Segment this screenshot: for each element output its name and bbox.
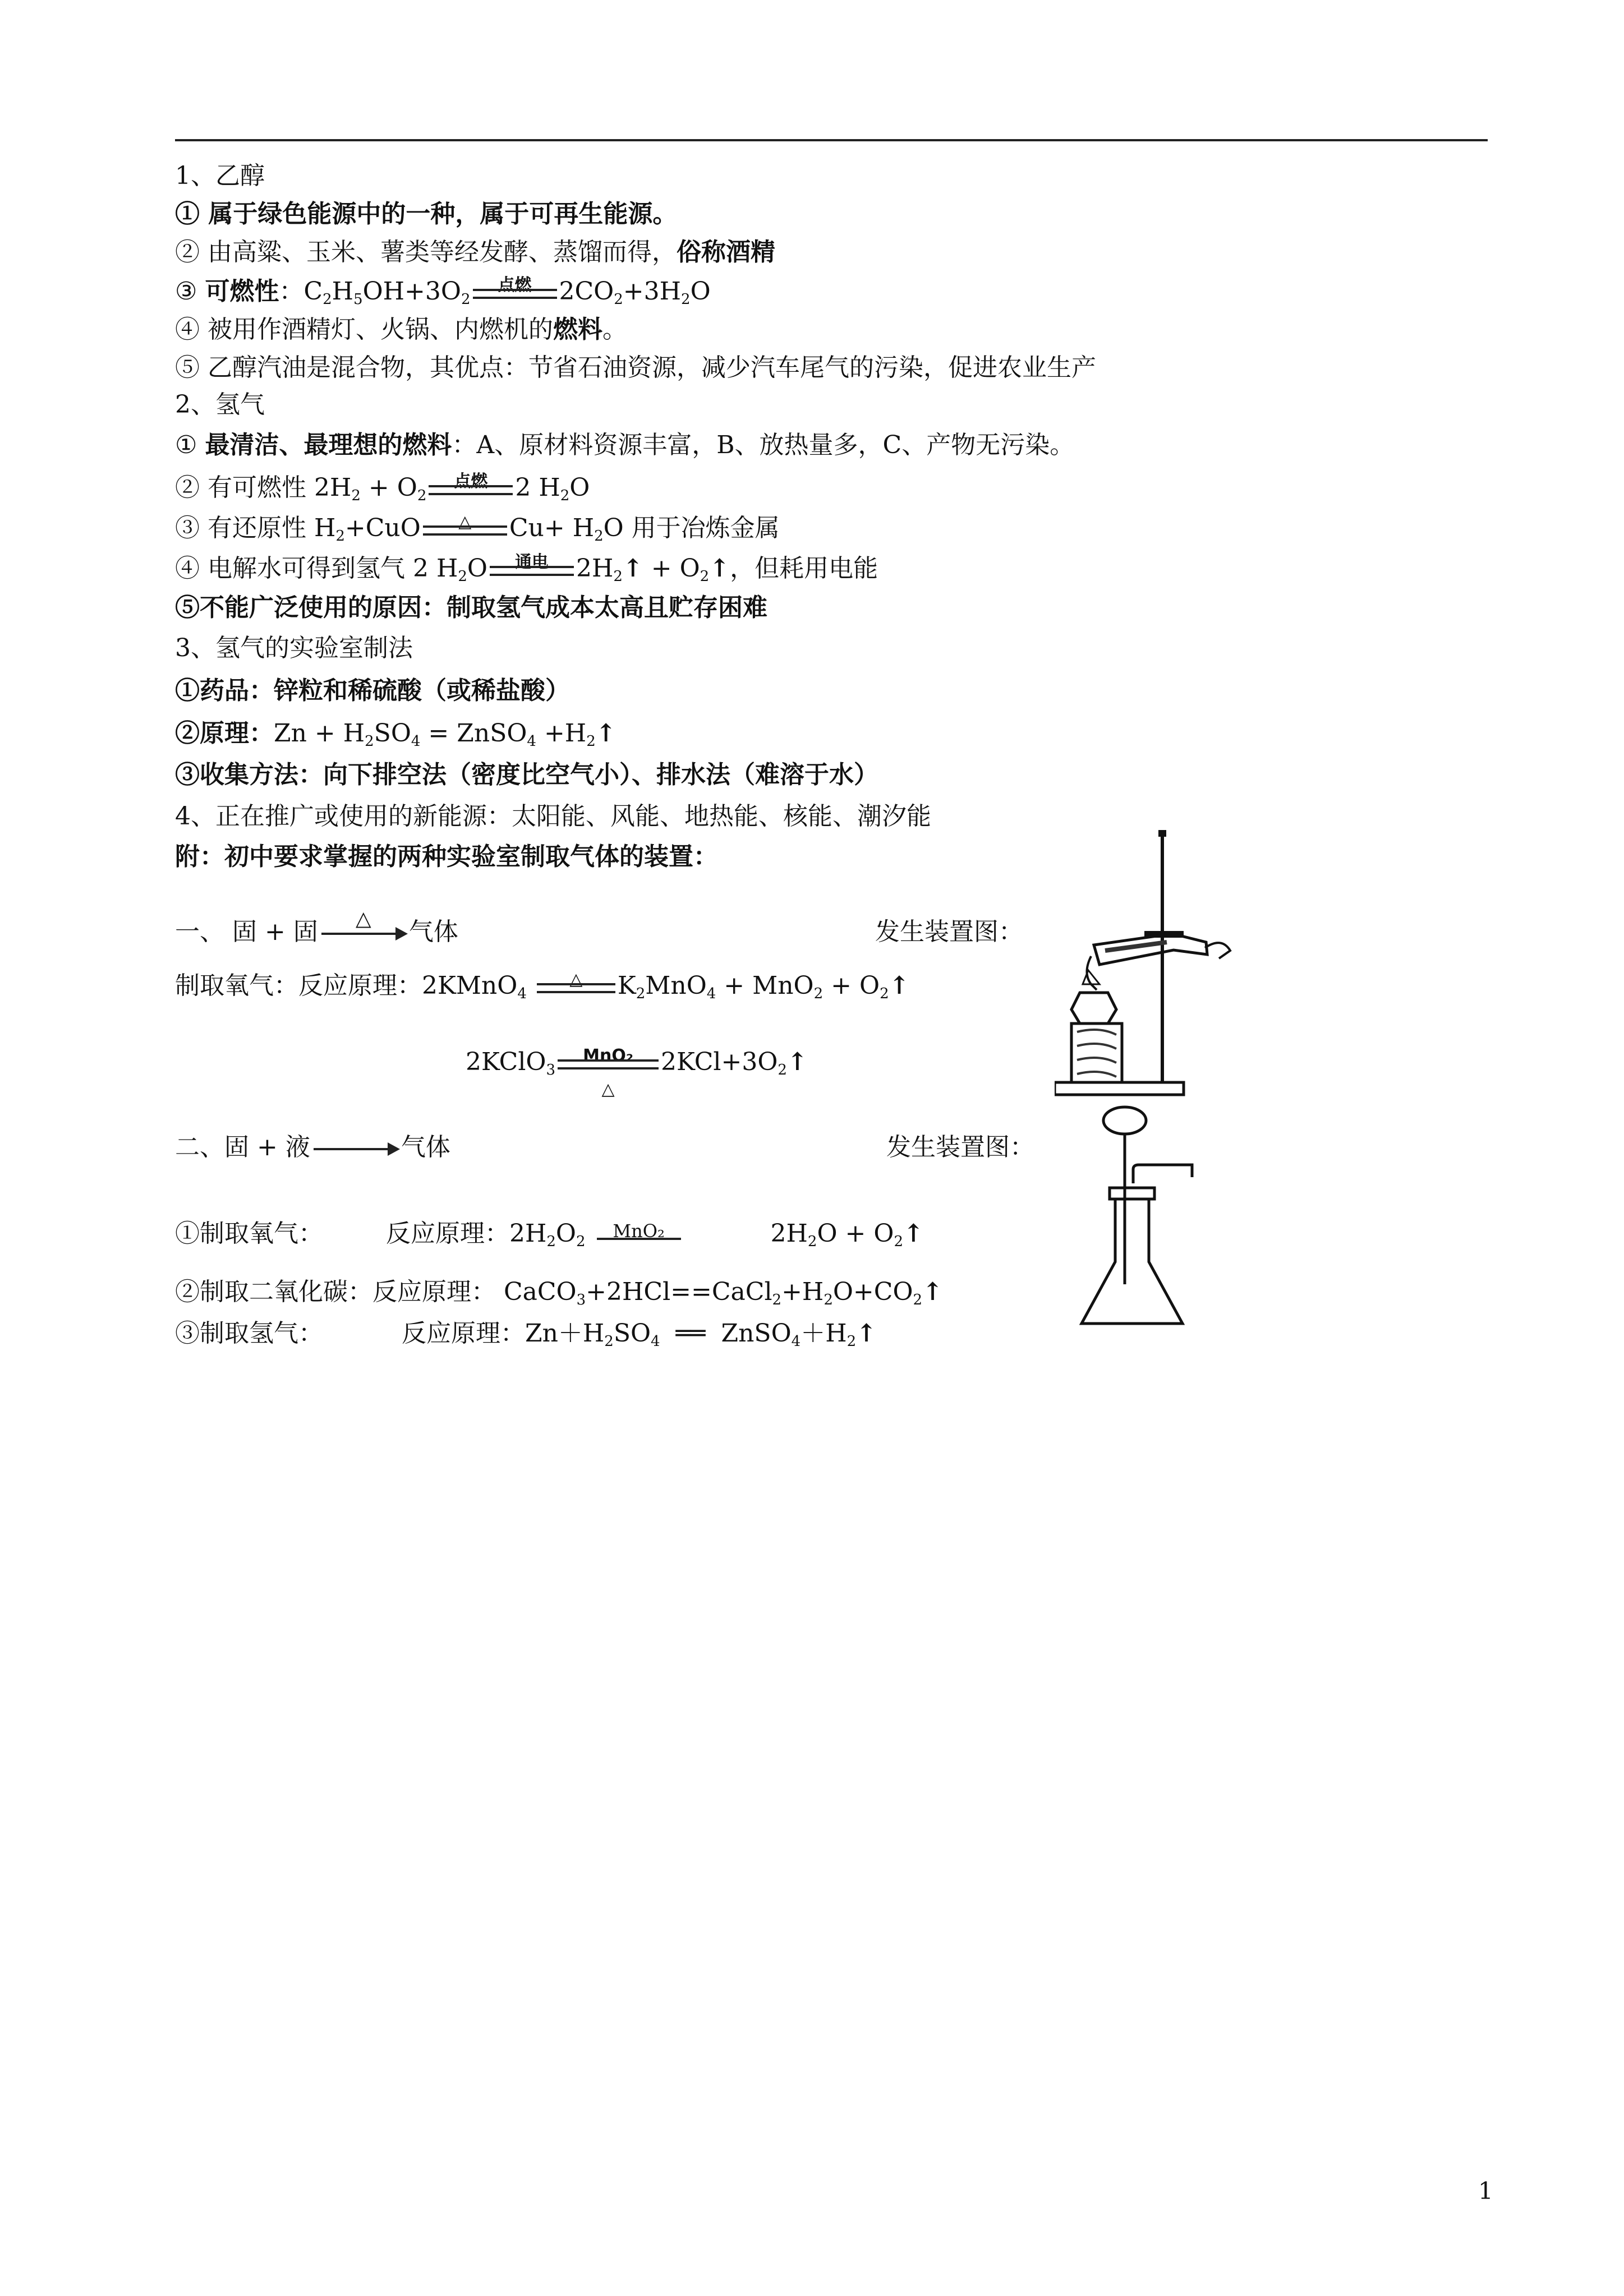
heat-condition: △: [423, 519, 507, 541]
reaction-arrow: [314, 1148, 398, 1150]
ethanol-point-4: ④ 被用作酒精灯、火锅、内燃机的燃料。: [175, 315, 627, 344]
section-ethanol-heading: 1、乙醇: [175, 162, 265, 190]
ethanol-point-5: ⑤ 乙醇汽油是混合物，其优点：节省石油资源，减少汽车尾气的污染，促进农业生产: [175, 353, 1096, 382]
lab-reagents: ①药品：锌粒和稀硫酸（或稀盐酸）: [175, 676, 570, 705]
section-new-energy: 4、正在推广或使用的新能源：太阳能、风能、地热能、核能、潮汐能: [175, 802, 931, 831]
page-number: 1: [1478, 2177, 1493, 2205]
hydrogen-equation: ③制取氢气： 反应原理：$Zn+H_2SO_4$ ══ $ZnSO_4+H_2↑$: [175, 1319, 877, 1350]
type-solid-liquid: 二、固 + 液 气体: [175, 1133, 450, 1161]
solid-heating-apparatus: [1055, 824, 1234, 1099]
type-solid-solid: 一、 固 + 固 △ 气体: [175, 907, 458, 946]
solid-liquid-apparatus: [1066, 1105, 1200, 1329]
ethanol-point-3: ③ 可燃性：$C_2H_5OH+3O_2$ 点燃 $2CO_2+3H_2O$: [175, 275, 711, 308]
hydrogen-point-5: ⑤不能广泛使用的原因：制取氢气成本太高且贮存困难: [175, 593, 767, 622]
apparatus-label-2: 发生装置图：: [886, 1133, 1034, 1161]
ignite-condition: 点燃: [473, 282, 557, 305]
catalyst-condition: MnO₂ △: [558, 1053, 659, 1075]
ignite-condition: 点燃: [429, 478, 513, 501]
hydrogen-point-3: ③ 有还原性 $H_2+CuO$ △ $Cu+ H_2O$ 用于冶炼金属: [175, 511, 780, 545]
hydrogen-point-4: ④ 电解水可得到氢气 2 $H_2O$ 通电 $2H_2↑$ + $O_2↑$，但耗用电能: [175, 552, 878, 585]
header-rule: [175, 139, 1488, 141]
lab-principle: ②原理：$Zn + H_2SO_4$ = ZnSO$_4$ $+H_2↑$: [175, 719, 617, 750]
section-hydrogen-lab-heading: 3、氢气的实验室制法: [175, 634, 413, 662]
appendix-heading: 附：初中要求掌握的两种实验室制取气体的装置：: [175, 842, 718, 871]
apparatus-label-1: 发生装置图：: [875, 918, 1023, 946]
catalyst-condition: MnO₂: [597, 1224, 681, 1247]
oxygen-kmno4-equation: 制取氧气：反应原理：2KMnO$_4$ △ $K_2MnO_4 + MnO_2$ + $O_2↑$: [175, 969, 910, 1002]
oxygen-h2o2-equation: ①制取氧气： 反应原理：$2H_2O_2$ MnO₂ $2H_2O$ + $O_2↑$: [175, 1219, 924, 1250]
hydrogen-point-2: ② 有可燃性 $2H_2 + O_2$ 点燃 2 $H_2O$: [175, 471, 590, 504]
co2-equation: ②制取二氧化碳：反应原理： $CaCO_3+2HCl==CaCl_2+H_2O+CO_2↑$: [175, 1278, 943, 1308]
electrolysis-condition: 通电: [490, 559, 574, 582]
ethanol-point-1: ① 属于绿色能源中的一种，属于可再生能源。: [175, 200, 678, 228]
reaction-arrow: △: [321, 933, 406, 935]
section-hydrogen-heading: 2、氢气: [175, 390, 265, 419]
oxygen-kclo3-equation: 2KClO$_3$ MnO₂ △ $2KCl+3O_2↑$: [466, 1045, 808, 1099]
lab-collection: ③收集方法：向下排空法（密度比空气小）、排水法（难溶于水）: [175, 760, 878, 789]
heat-condition: △: [537, 976, 615, 999]
hydrogen-point-1: ① 最清洁、最理想的燃料：A、原材料资源丰富，B、放热量多，C、产物无污染。: [175, 431, 1075, 459]
ethanol-point-2: ② 由高粱、玉米、薯类等经发酵、蒸馏而得，俗称酒精: [175, 238, 775, 266]
